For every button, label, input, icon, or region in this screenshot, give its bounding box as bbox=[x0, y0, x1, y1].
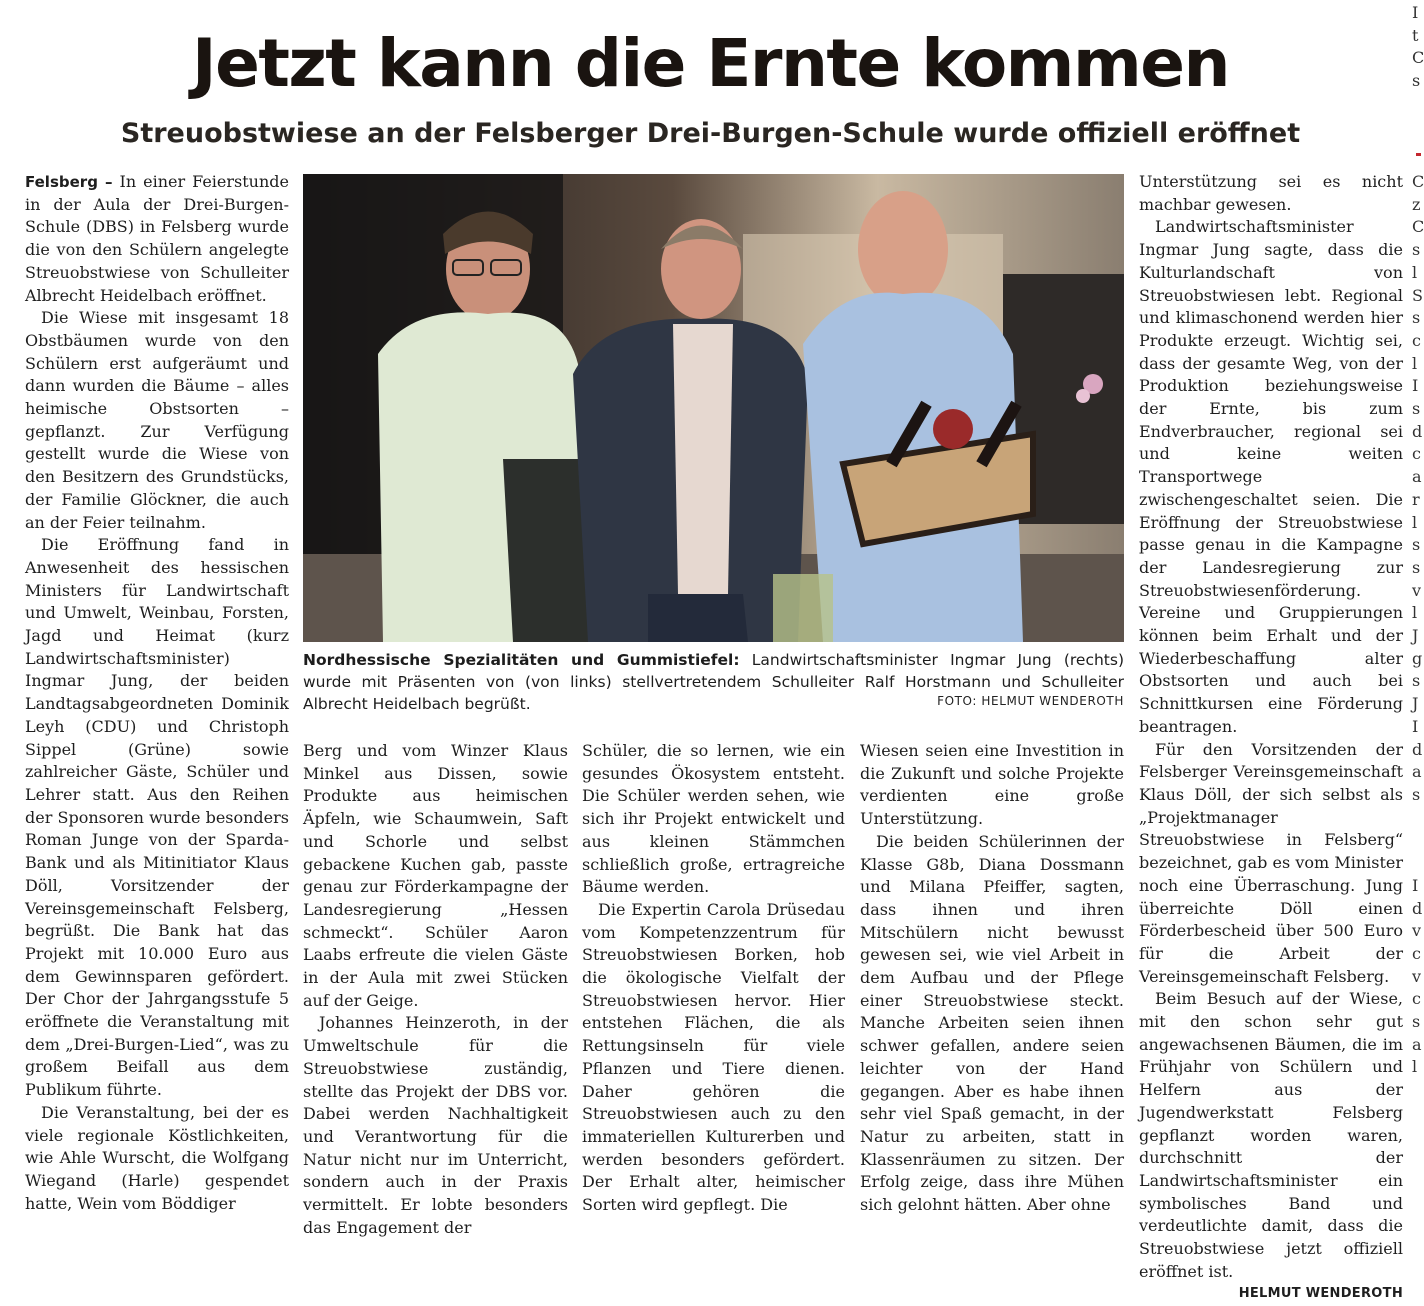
adjacent-column-letter: s bbox=[1412, 784, 1421, 804]
adjacent-column-letter: z bbox=[1412, 194, 1421, 214]
adjacent-column-letter: c bbox=[1412, 989, 1421, 1009]
article-column-1 bbox=[25, 171, 289, 1215]
caption-text: Landwirtschaftsminister Ingmar Jung (rechts) wurde mit Präsenten von (von links) stellvertretendem Schulleiter Ralf Horstmann und Schulleiter Albrecht Heidelbach begrüßt. bbox=[303, 651, 1125, 713]
adjacent-column-letter: c bbox=[1412, 444, 1421, 464]
article-paragraph: Die beiden Schülerinnen der Klasse G8b, Diana Dossmann und Milana Pfeiffer, sagten, dass ihnen und ihren Mitschülern nicht bewusst gewesen sei, wie viel Arbeit in dem Aufbau und der Pflege einer Streuobstwiese steckt. Manche Arbeiten seien ihnen schwer gefallen, andere seien leichter von der Hand gegangen. Aber es habe ihnen sehr viel Spaß gemacht, in der Natur zu arbeiten, statt in Klassenräumen zu sitzen. Der Erfolg zeige, dass ihre Mühen sich gelohnt hätten. Aber ohne bbox=[860, 831, 1124, 1215]
adjacent-column-letter bbox=[1412, 829, 1421, 852]
adjacent-column-letter: s bbox=[1412, 71, 1421, 91]
adjacent-column-letter: s bbox=[1412, 671, 1421, 691]
adjacent-column-letter: I bbox=[1412, 875, 1419, 895]
adjacent-column-letter: S bbox=[1412, 285, 1423, 305]
adjacent-column-letter: s bbox=[1412, 557, 1421, 577]
adjacent-column-letter: c bbox=[1412, 330, 1421, 350]
adjacent-column-letter: a bbox=[1412, 467, 1422, 487]
adjacent-column-letter: a bbox=[1412, 762, 1422, 782]
article-paragraph: Beim Besuch auf der Wiese, mit den schon sehr gut angewachsenen Bäumen, die im Frühjahr von Schülern und Helfern aus der Jugendwerkstatt Felsberg gepflanzt worden waren, durchschnitt der Landwirtschaftsminister ein symbolisches Band und verdeutlichte damit, dass die Streuobstwiese jetzt offiziell eröffnet ist. bbox=[1139, 989, 1403, 1281]
adjacent-column-letter: l bbox=[1412, 353, 1418, 373]
photo-credit: FOTO: HELMUT WENDEROTH bbox=[937, 694, 1124, 708]
adjacent-column-letter: s bbox=[1412, 535, 1421, 555]
adjacent-column-letter: d bbox=[1412, 421, 1423, 441]
adjacent-column-letter: l bbox=[1412, 512, 1418, 532]
adjacent-column-letter: a bbox=[1412, 1034, 1422, 1054]
adjacent-column-letter: d bbox=[1412, 898, 1423, 918]
photo-scene-illustration bbox=[303, 174, 1124, 642]
adjacent-column-letter: v bbox=[1412, 966, 1422, 986]
adjacent-column-letter: C bbox=[1412, 217, 1424, 237]
adjacent-column-letter bbox=[1412, 852, 1421, 875]
adjacent-column-letter: t bbox=[1412, 25, 1419, 45]
adjacent-column-letter: s bbox=[1412, 308, 1421, 328]
subheadline: Streuobstwiese an der Felsberger Drei-Burgen-Schule wurde offiziell eröffnet bbox=[120, 118, 1301, 149]
adjacent-column-letter: I bbox=[1412, 3, 1419, 22]
adjacent-column-letter: d bbox=[1412, 739, 1423, 759]
article-paragraph: Die Veranstaltung, bei der es viele regionale Köstlichkeiten, wie Ahle Wurscht, die Wolfgang Wiegand (Harle) gespendet hatte, Wein vom Böddiger bbox=[25, 1102, 289, 1213]
paragraph-text: In einer Feierstunde in der Aula der Drei-Burgen-Schule (DBS) in Felsberg wurde die von den Schülern angelegte Streuobstwiese von Schulleiter Albrecht Heidelbach eröffnet. bbox=[25, 172, 289, 305]
author-byline: HELMUT WENDEROTH bbox=[1238, 1286, 1403, 1302]
adjacent-column-letter: g bbox=[1412, 648, 1423, 668]
article-paragraph: Die Expertin Carola Drüsedau vom Kompetenzzentrum für Streuobstwiesen Borken, hob die ökologische Vielfalt der Streuobstwiesen hervor. Hier entstehen Flächen, die als Rettungsinseln für viele Pflanzen und Tiere dienen. Daher gehören die Streuobstwiesen auch zu den immateriellen Kulturerben und werden besonders gefördert. Der Erhalt alter, heimischer Sorten wird gepflegt. Die bbox=[582, 899, 845, 1215]
article-column-5 bbox=[1139, 171, 1403, 1306]
article-paragraph bbox=[25, 171, 289, 307]
adjacent-column-letter: s bbox=[1412, 1012, 1421, 1032]
headline: Jetzt kann die Ernte kommen bbox=[192, 25, 1229, 102]
article-paragraph: Johannes Heinzeroth, in der Umweltschule für die Streuobstwiese zuständig, stellte das Projekt der DBS vor. Dabei werden Nachhaltigkeit und Verantwortung für die Natur nicht nur im Unterricht, sondern auch in der Praxis vermittelt. Er lobte besonders das Engagement der bbox=[303, 1013, 568, 1237]
adjacent-column-letter: J bbox=[1412, 694, 1419, 714]
article-paragraph: Die Eröffnung fand in Anwesenheit des hessischen Ministers für Landwirtschaft und Umwelt, Weinbau, Forsten, Jagd und Heimat (kurz Landwirtschaftsminister) Ingmar Jung, der beiden Landtagsabgeordneten Dominik Leyh (CDU) und Christoph Sippel (Grüne) sowie zahlreicher Gäste, Schüler und Lehrer statt. Aus den Reihen der Sponsoren wurde besonders Roman Junge von der Sparda-Bank und als Mitinitiator Klaus Döll, Vorsitzender der Vereinsgemeinschaft Felsberg, begrüßt. Die Bank hat das Projekt mit 10.000 Euro aus dem Gewinnsparen gefördert. Der Chor der Jahrgangsstufe 5 eröffnete die Veranstaltung mit dem „Drei-Burgen-Lied“, was zu großem Beifall aus dem Publikum führte. bbox=[25, 535, 289, 1100]
adjacent-column-letter: C bbox=[1412, 172, 1424, 191]
article-column-2 bbox=[303, 740, 568, 1239]
adjacent-column-letter: I bbox=[1412, 716, 1419, 736]
adjacent-column-letter: J bbox=[1412, 626, 1419, 646]
article-paragraph: Landwirtschaftsminister Ingmar Jung sagte, dass die Kulturlandschaft von Streuobstwiesen lebt. Regional und klimaschonend werden hier Produkte erzeugt. Wichtig sei, dass der gesamte Weg, von der Produktion beziehungsweise der Ernte, bis zum Endverbraucher, regional sei und keine weiten Transportwege zwischengeschaltet seien. Die Eröffnung der Streuobstwiese passe genau in die Kampagne der Landesregierung zur Streuobstwiesenförderung. Vereine und Gruppierungen können beim Erhalt und der Wiederbeschaffung alter Obstsorten und auch bei Schnittkursen eine Förderung beantragen. bbox=[1139, 217, 1403, 736]
article-paragraph: Unterstützung sei es nicht machbar gewesen. bbox=[1139, 172, 1403, 214]
article-paragraph: Berg und vom Winzer Klaus Minkel aus Dissen, sowie Produkte aus heimischen Äpfeln, wie Schaumwein, Saft und Schorle und selbst gebackene Kuchen gab, passte genau zur Förderkampagne der Landesregierung „Hessen schmeckt“. Schüler Aaron Laabs erfreute die vielen Gäste in der Aula mit zwei Stücken auf der Geige. bbox=[303, 741, 568, 1010]
adjacent-column-letter: I bbox=[1412, 376, 1419, 396]
adjacent-column-letter: C bbox=[1412, 48, 1424, 68]
article-paragraph: Wiesen seien eine Investition in die Zukunft und solche Projekte verdienten eine große Unterstützung. bbox=[860, 741, 1124, 829]
adjacent-column-letter: v bbox=[1412, 580, 1422, 600]
article-column-4 bbox=[860, 740, 1124, 1217]
adjacent-column-letter: l bbox=[1412, 262, 1418, 282]
adjacent-column-letter: s bbox=[1412, 399, 1421, 419]
adjacent-column-letter: s bbox=[1412, 240, 1421, 260]
adjacent-column-letter: l bbox=[1412, 1057, 1418, 1077]
adjacent-column-edge bbox=[1412, 171, 1424, 1079]
article-paragraph: Die Wiese mit insgesamt 18 Obstbäumen wurde von den Schülern erst aufgeräumt und dann wurden die Bäume – alles heimische Obstsorten – gepflanzt. Zur Verfügung gestellt wurde die Wiese von den Besitzern des Grundstücks, der Familie Glöckner, die auch an der Feier teilnahm. bbox=[25, 308, 289, 532]
adjacent-column-edge-top bbox=[1412, 2, 1424, 93]
adjacent-column-letter: v bbox=[1412, 921, 1422, 941]
adjacent-column-letter: c bbox=[1412, 943, 1421, 963]
adjacent-column-letter bbox=[1412, 807, 1421, 830]
article-paragraph: Schüler, die so lernen, wie ein gesundes Ökosystem entsteht. Die Schüler werden sehen, wie sich ihr Projekt entwickelt und aus kleinen Stämmchen schließlich große, ertragreiche Bäume werden. bbox=[582, 741, 845, 897]
dateline: Felsberg – bbox=[25, 173, 113, 191]
article-paragraph: Für den Vorsitzenden der Felsberger Vereinsgemeinschaft Klaus Döll, der sich selbst als „Projektmanager Streuobstwiese in Felsberg“ bezeichnet, gab es vom Minister noch eine Überraschung. Jung überreichte Döll einen Förderbescheid über 500 Euro für die Arbeit der Vereinsgemeinschaft Felsberg. bbox=[1139, 739, 1403, 986]
adjacent-column-letter: l bbox=[1412, 603, 1418, 623]
article-photo bbox=[303, 174, 1124, 642]
adjacent-column-letter: r bbox=[1412, 489, 1420, 509]
red-divider-mark bbox=[1416, 153, 1421, 156]
article-column-3 bbox=[582, 740, 845, 1217]
caption-lead: Nordhessische Spezialitäten und Gummistiefel: bbox=[303, 651, 740, 669]
